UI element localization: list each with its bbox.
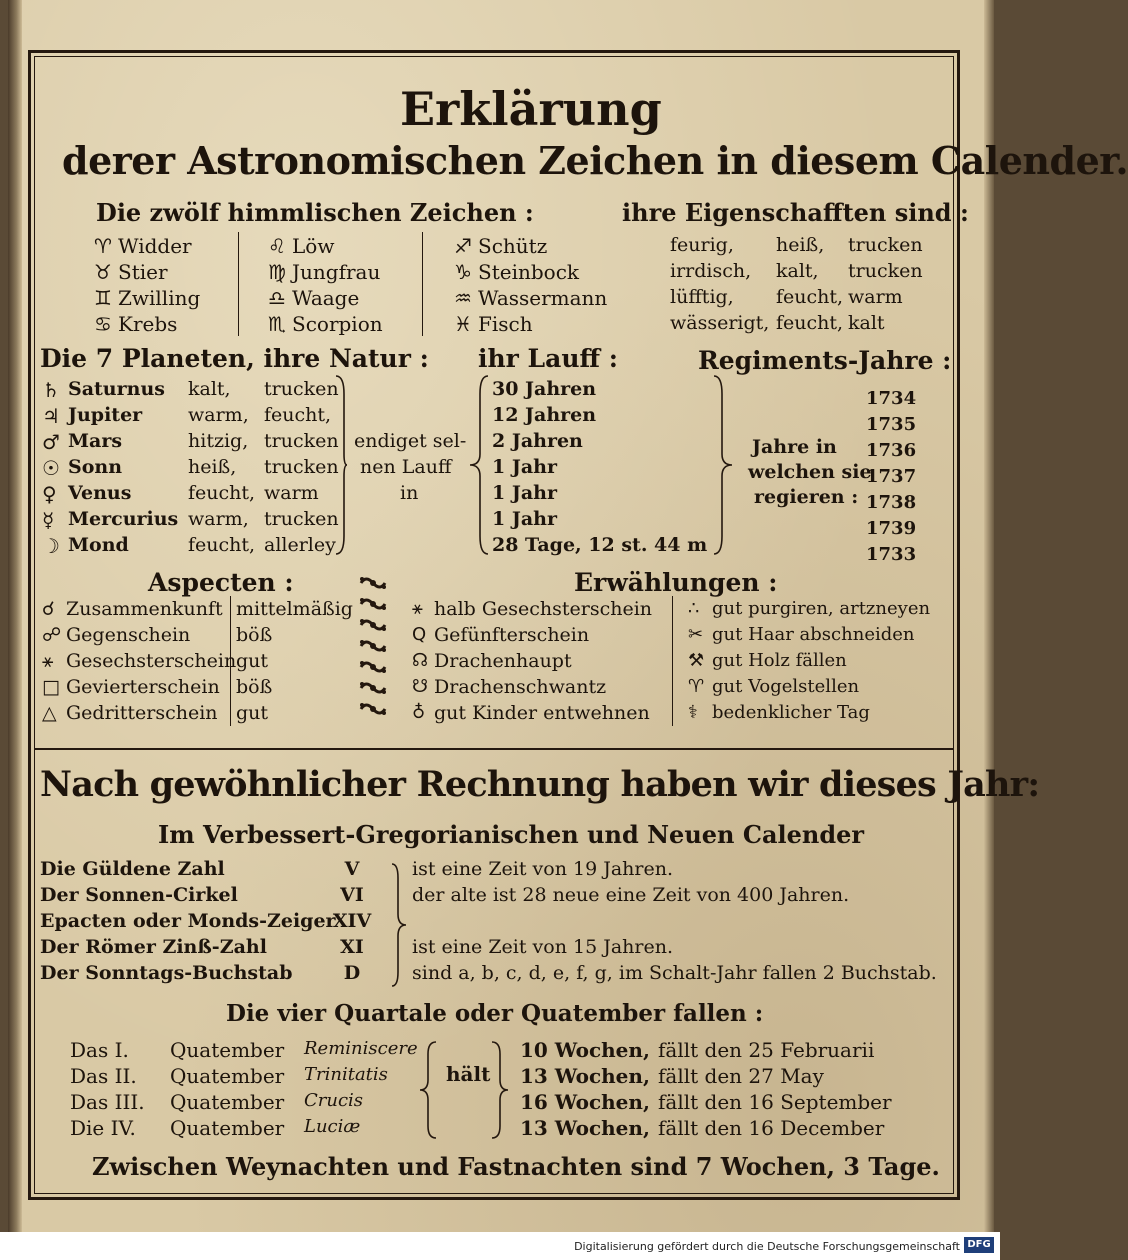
ornament-icon [357, 616, 389, 634]
planets-middle-line-2: nen Lauff [360, 456, 452, 478]
planet-name: Jupiter [68, 404, 143, 426]
aspect-name: Gevierterschein [66, 676, 220, 698]
quarter-date: fällt den 16 December [658, 1116, 885, 1140]
planet-nature-2: feucht, [264, 404, 332, 426]
planet-nature-2: allerley [264, 534, 336, 556]
quarter-number: Das III. [70, 1090, 145, 1114]
reckoning-label: Die Güldene Zahl [40, 858, 225, 880]
almanac-page [8, 0, 1128, 1232]
regiment-year: 1739 [866, 518, 917, 539]
zodiac-sign-name: Löw [292, 234, 335, 258]
reckoning-value: XIV [332, 910, 372, 932]
planet-nature-1: warm, [188, 508, 249, 530]
regiment-heading: Regiments-Jahre : [698, 346, 952, 375]
election-symbol-icon: ∴ [688, 598, 700, 619]
dfg-logo: DFG [964, 1237, 994, 1253]
zodiac-sign-name: Krebs [118, 312, 178, 336]
planet-nature-2: warm [264, 482, 319, 504]
election-right: gut Vogelstellen [712, 676, 860, 697]
planet-symbol-icon: ☉ [42, 456, 60, 480]
zodiac-symbol-icon: ♎ [268, 286, 286, 310]
planet-name: Saturnus [68, 378, 165, 400]
quarters-right-brace [490, 1040, 510, 1144]
quarter-name: Crucis [304, 1090, 364, 1111]
reckoning-value: XI [340, 936, 364, 958]
planet-symbol-icon: ☽ [42, 534, 60, 558]
election-symbol-icon: ⚒ [688, 650, 705, 671]
closing-line: Zwischen Weynachten und Fastnachten sind 7 Wochen, 3 Tage. [92, 1152, 940, 1181]
zodiac-symbol-icon: ♓ [454, 312, 472, 336]
aspect-name: Gegenschein [66, 624, 191, 646]
zodiac-property: heiß, [776, 234, 825, 256]
planet-nature-2: trucken [264, 430, 339, 452]
planet-symbol-icon: ♂ [42, 430, 60, 454]
aspect-value: gut [236, 702, 269, 724]
quarter-weeks: 13 Wochen, [520, 1064, 650, 1088]
ornament-icon [357, 637, 389, 655]
course-left-brace [468, 374, 490, 560]
regiment-year: 1734 [866, 388, 917, 409]
zodiac-symbol-icon: ♑ [454, 260, 472, 284]
zodiac-symbol-icon: ♊ [94, 286, 112, 310]
election-right: gut purgiren, artzneyen [712, 598, 931, 619]
planet-nature-1: heiß, [188, 456, 237, 478]
planet-name: Mercurius [68, 508, 179, 530]
zodiac-symbol-icon: ♏ [268, 312, 286, 336]
elections-heading: Erwählungen : [574, 568, 778, 597]
planets-right-bracket [334, 374, 348, 554]
planet-symbol-icon: ♀ [42, 482, 57, 506]
planet-course: 2 Jahren [492, 430, 583, 452]
zodiac-heading: Die zwölf himmlischen Zeichen : [96, 198, 534, 227]
quarters-heading: Die vier Quartale oder Quatember fallen : [226, 1000, 764, 1027]
zodiac-symbol-icon: ♌ [268, 234, 286, 258]
quarter-word: Quatember [170, 1116, 285, 1140]
planet-symbol-icon: ♃ [42, 404, 60, 428]
course-heading: ihr Lauff : [478, 344, 618, 373]
zodiac-sign-name: Wassermann [478, 286, 608, 310]
regiment-text-1: Jahre in [752, 436, 837, 458]
election-symbol-icon: ⚹ [412, 598, 423, 619]
course-right-brace [712, 374, 734, 560]
zodiac-property: feurig, [670, 234, 734, 256]
zodiac-sign-name: Scorpion [292, 312, 383, 336]
planet-nature-1: warm, [188, 404, 249, 426]
ornament-icon [357, 595, 389, 613]
reckoning-label: Epacten oder Monds-Zeiger [40, 910, 336, 932]
elections-divider [672, 596, 673, 726]
reckoning-label: Der Sonntags-Buchstab [40, 962, 293, 984]
section-divider [34, 748, 954, 750]
regiment-text-2: welchen sie [748, 461, 872, 483]
zodiac-property: trucken [848, 234, 923, 256]
regiment-year: 1738 [866, 492, 917, 513]
planet-course: 1 Jahr [492, 482, 557, 504]
election-middle: Drachenschwantz [434, 676, 607, 698]
page-right-edge [984, 0, 994, 1232]
regiment-year: 1735 [866, 414, 917, 435]
planet-name: Venus [68, 482, 132, 504]
planet-symbol-icon: ☿ [42, 508, 55, 532]
quarter-name: Luciæ [304, 1116, 361, 1137]
reckoning-value: VI [340, 884, 364, 906]
quarter-name: Trinitatis [304, 1064, 388, 1085]
regiment-year: 1737 [866, 466, 917, 487]
aspect-value: gut [236, 650, 269, 672]
zodiac-symbol-icon: ♋ [94, 312, 112, 336]
reckoning-value: V [344, 858, 360, 880]
election-right: bedenklicher Tag [712, 702, 870, 723]
quarters-middle: hält [446, 1062, 491, 1086]
planet-nature-1: hitzig, [188, 430, 249, 452]
zodiac-sign-name: Fisch [478, 312, 533, 336]
planet-nature-2: trucken [264, 378, 339, 400]
election-middle: gut Kinder entwehnen [434, 702, 650, 724]
election-symbol-icon: ✂ [688, 624, 704, 645]
regiment-year: 1733 [866, 544, 917, 565]
ornament-icon [357, 574, 389, 592]
election-middle: Drachenhaupt [434, 650, 572, 672]
aspects-heading: Aspecten : [148, 568, 294, 597]
reckoning-brace [390, 860, 408, 994]
zodiac-sign-name: Schütz [478, 234, 548, 258]
aspect-name: Gesechsterschein [66, 650, 237, 672]
election-middle: Gefünfterschein [434, 624, 590, 646]
planet-nature-1: feucht, [188, 482, 256, 504]
zodiac-symbol-icon: ♈ [94, 234, 112, 258]
quarter-number: Die IV. [70, 1116, 136, 1140]
quarter-weeks: 16 Wochen, [520, 1090, 650, 1114]
election-right: gut Haar abschneiden [712, 624, 915, 645]
zodiac-sign-name: Widder [118, 234, 192, 258]
reckoning-label: Der Sonnen-Cirkel [40, 884, 238, 906]
reckoning-label: Der Römer Zinß-Zahl [40, 936, 267, 958]
reckoning-note: ist eine Zeit von 15 Jahren. [412, 936, 673, 958]
zodiac-sign-name: Steinbock [478, 260, 580, 284]
aspect-value: mittelmäßig [236, 598, 353, 620]
reckoning-value: D [343, 962, 361, 984]
quarter-name: Reminiscere [304, 1038, 418, 1059]
election-symbol-icon: Q [412, 624, 427, 645]
reckoning-note: der alte ist 28 neue eine Zeit von 400 Jahren. [412, 884, 850, 906]
quarter-number: Das I. [70, 1038, 129, 1062]
zodiac-sign-name: Jungfrau [292, 260, 381, 284]
ornament-icon [357, 700, 389, 718]
quarter-weeks: 13 Wochen, [520, 1116, 650, 1140]
aspect-symbol-icon: ☌ [42, 598, 55, 620]
zodiac-property: kalt, [776, 260, 819, 282]
reckoning-heading: Nach gewöhnlicher Rechnung haben wir dieses Jahr: [40, 764, 1040, 805]
election-symbol-icon: ⚕ [688, 702, 698, 723]
planets-middle-line-1: endiget sel- [354, 430, 467, 452]
planet-course: 1 Jahr [492, 508, 557, 530]
aspect-value: böß [236, 624, 273, 646]
zodiac-property: kalt [848, 312, 885, 334]
title-line-2: derer Astronomischen Zeichen in diesem Calender. [62, 138, 1128, 183]
planet-nature-1: kalt, [188, 378, 231, 400]
zodiac-symbol-icon: ♉ [94, 260, 112, 284]
planet-course: 12 Jahren [492, 404, 597, 426]
zodiac-property: trucken [848, 260, 923, 282]
zodiac-symbol-icon: ♐ [454, 234, 472, 258]
digitization-footer [0, 1232, 1000, 1260]
quarter-word: Quatember [170, 1038, 285, 1062]
regiment-text-3: regieren : [754, 486, 859, 508]
quarters-left-brace [418, 1040, 438, 1144]
aspect-value: böß [236, 676, 273, 698]
quarter-number: Das II. [70, 1064, 137, 1088]
planet-course: 1 Jahr [492, 456, 557, 478]
election-symbol-icon: ♁ [412, 702, 426, 723]
election-symbol-icon: ☋ [412, 676, 428, 697]
election-symbol-icon: ♈ [688, 676, 705, 697]
planet-nature-1: feucht, [188, 534, 256, 556]
planet-symbol-icon: ♄ [42, 378, 60, 402]
planets-middle-line-3: in [400, 482, 419, 504]
aspect-name: Gedritterschein [66, 702, 218, 724]
quarter-word: Quatember [170, 1064, 285, 1088]
planet-nature-2: trucken [264, 456, 339, 478]
zodiac-divider-1 [238, 232, 239, 336]
reckoning-note: ist eine Zeit von 19 Jahren. [412, 858, 673, 880]
zodiac-property: warm [848, 286, 903, 308]
aspect-symbol-icon: ☍ [42, 624, 62, 646]
zodiac-property: feucht, [776, 312, 844, 334]
ornament-icon [357, 658, 389, 676]
footer-credit: Digitalisierung gefördert durch die Deutsche Forschungsgemeinschaft [574, 1240, 960, 1253]
aspect-name: Zusammenkunft [66, 598, 223, 620]
planet-course: 30 Jahren [492, 378, 597, 400]
election-symbol-icon: ☊ [412, 650, 428, 671]
aspect-symbol-icon: ⚹ [42, 650, 54, 672]
election-middle: halb Gesechsterschein [434, 598, 653, 620]
planet-nature-2: trucken [264, 508, 339, 530]
zodiac-symbol-icon: ♒ [454, 286, 472, 310]
page-binding-edge [8, 0, 22, 1232]
quarter-date: fällt den 27 May [658, 1064, 824, 1088]
quarter-date: fällt den 16 September [658, 1090, 892, 1114]
planet-name: Sonn [68, 456, 123, 478]
zodiac-properties-heading: ihre Eigenschafften sind : [622, 198, 969, 227]
election-right: gut Holz fällen [712, 650, 847, 671]
ornament-icon [357, 679, 389, 697]
zodiac-symbol-icon: ♍ [268, 260, 286, 284]
zodiac-sign-name: Waage [292, 286, 360, 310]
quarter-date: fällt den 25 Februarii [658, 1038, 875, 1062]
planet-course: 28 Tage, 12 st. 44 m [492, 534, 708, 556]
zodiac-divider-2 [422, 232, 423, 336]
planets-heading: Die 7 Planeten, ihre Natur : [40, 344, 429, 373]
reckoning-note: sind a, b, c, d, e, f, g, im Schalt-Jahr fallen 2 Buchstab. [412, 962, 937, 984]
aspect-symbol-icon: □ [42, 676, 60, 698]
reckoning-subheading: Im Verbessert-Gregorianischen und Neuen Calender [158, 820, 865, 849]
zodiac-sign-name: Zwilling [118, 286, 201, 310]
planet-name: Mond [68, 534, 129, 556]
zodiac-property: lüfftig, [670, 286, 734, 308]
quarter-weeks: 10 Wochen, [520, 1038, 650, 1062]
zodiac-property: wässerigt, [670, 312, 770, 334]
zodiac-property: feucht, [776, 286, 844, 308]
regiment-year: 1736 [866, 440, 917, 461]
aspect-symbol-icon: △ [42, 702, 57, 724]
title-line-1: Erklärung [400, 82, 662, 136]
zodiac-sign-name: Stier [118, 260, 168, 284]
quarter-word: Quatember [170, 1090, 285, 1114]
zodiac-property: irrdisch, [670, 260, 752, 282]
planet-name: Mars [68, 430, 123, 452]
